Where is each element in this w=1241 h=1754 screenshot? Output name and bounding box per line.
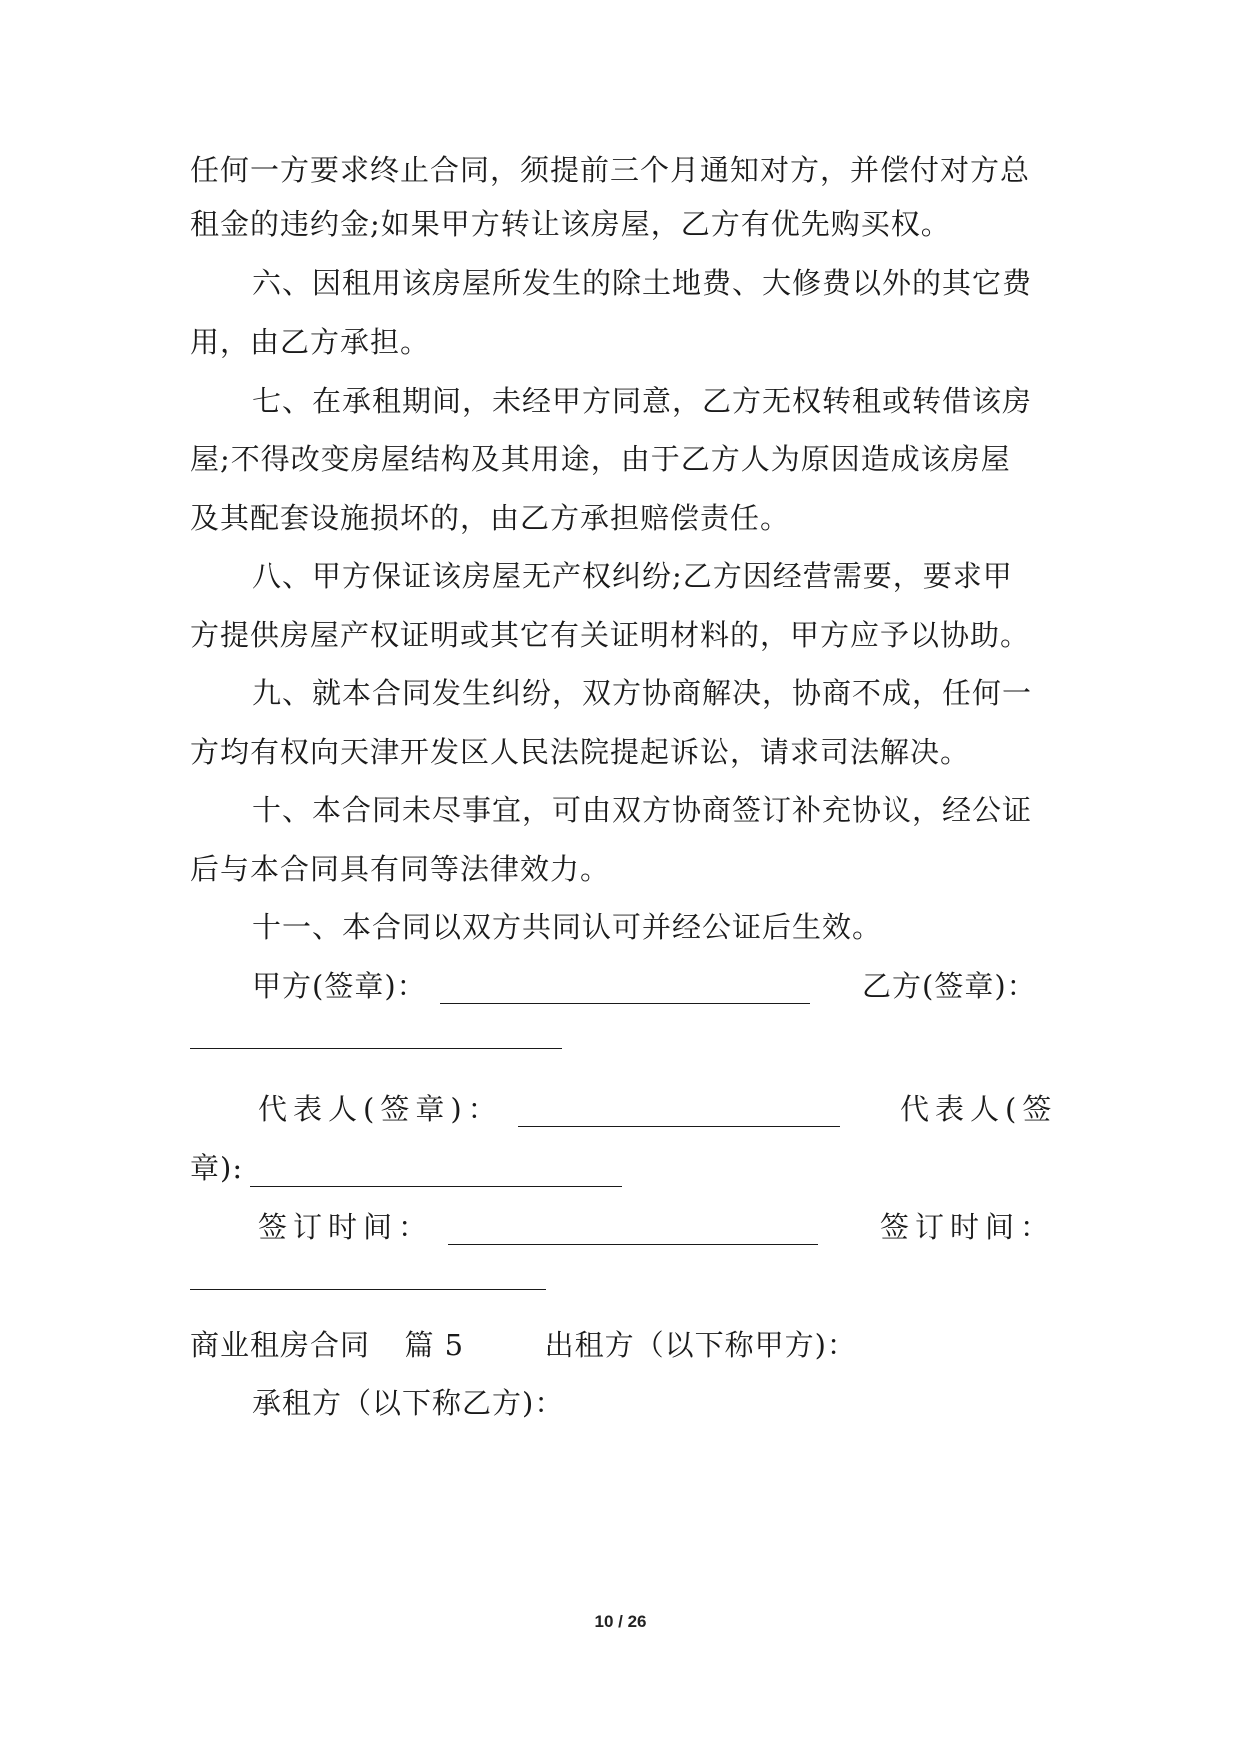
party-b-signature-line — [190, 1048, 562, 1049]
rep-a-signature-label: 代表人(签章)： — [258, 1092, 503, 1126]
clause-eight: 八、甲方保证该房屋无产权纠纷;乙方因经营需要，要求甲 — [252, 559, 1013, 593]
paragraph-line: 后与本合同具有同等法律效力。 — [190, 852, 611, 886]
paragraph-line: 方提供房屋产权证明或其它有关证明材料的，甲方应予以协助。 — [190, 618, 1031, 652]
paragraph-line: 方均有权向天津开发区人民法院提起诉讼，请求司法解决。 — [190, 735, 971, 769]
party-b-signature-label: 乙方(签章)： — [862, 969, 1037, 1003]
clause-eleven: 十一、本合同以双方共同认可并经公证后生效。 — [252, 910, 883, 944]
date-b-line — [190, 1289, 546, 1290]
date-b-label: 签订时间： — [880, 1210, 1056, 1244]
section-title — [190, 1325, 857, 1365]
rep-a-signature-line — [518, 1126, 840, 1127]
rep-b-signature-line — [250, 1186, 622, 1187]
paragraph-line: 及其配套设施损坏的，由乙方承担赔偿责任。 — [190, 501, 791, 535]
clause-six: 六、因租用该房屋所发生的除土地费、大修费以外的其它费 — [252, 266, 1033, 300]
lessor-label: 出租方（以下称甲方)： — [544, 1328, 857, 1362]
paragraph-line: 租金的违约金;如果甲方转让该房屋，乙方有优先购买权。 — [190, 207, 951, 241]
rep-b-signature-label: 代表人(签 — [900, 1092, 1058, 1126]
clause-nine: 九、就本合同发生纠纷，双方协商解决，协商不成，任何一 — [252, 676, 1033, 710]
paragraph-line: 屋;不得改变房屋结构及其用途，由于乙方人为原因造成该房屋 — [190, 442, 1011, 476]
date-a-label: 签订时间： — [258, 1210, 434, 1244]
date-a-line — [448, 1244, 818, 1245]
page-number: 10 / 26 — [594, 1612, 647, 1631]
section-title-text: 商业租房合同 — [190, 1328, 371, 1362]
clause-seven: 七、在承租期间，未经甲方同意，乙方无权转租或转借该房 — [252, 384, 1033, 418]
lessee-label: 承租方（以下称乙方)： — [252, 1386, 565, 1420]
paragraph-line: 用，由乙方承担。 — [190, 325, 431, 359]
rep-b-signature-label-cont: 章): — [190, 1151, 244, 1185]
clause-ten: 十、本合同未尽事宜，可由双方协商签订补充协议，经公证 — [252, 793, 1033, 827]
section-number: 篇 5 — [404, 1328, 465, 1362]
party-a-signature-label: 甲方(签章)： — [252, 969, 427, 1003]
party-a-signature-line — [440, 1003, 810, 1004]
paragraph-line: 任何一方要求终止合同，须提前三个月通知对方，并偿付对方总 — [190, 153, 1031, 187]
